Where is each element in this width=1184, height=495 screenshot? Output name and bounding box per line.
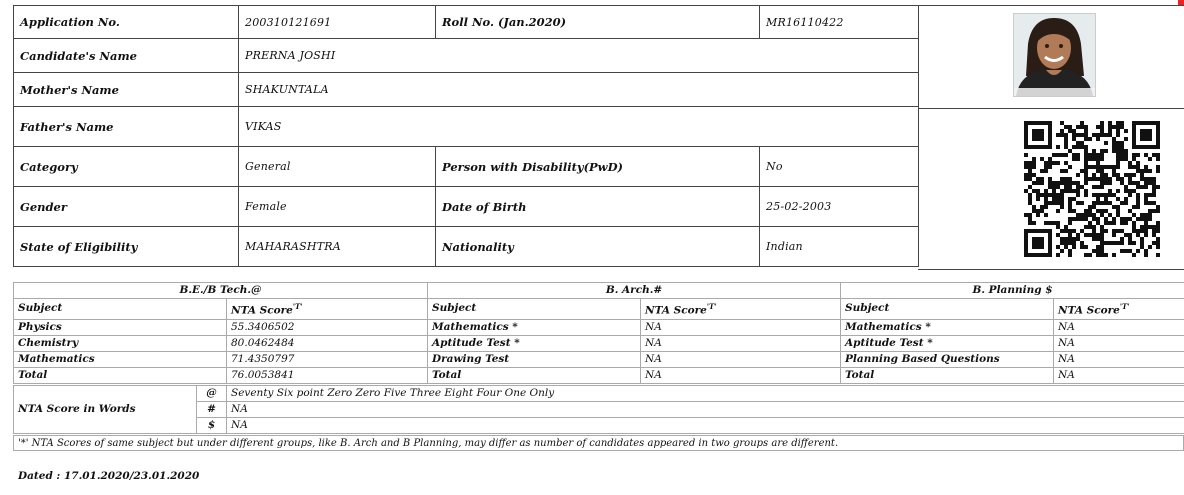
table-row-total [14,367,1184,383]
be-subject: Chemistry [14,335,227,351]
words-text: NA [227,418,1184,434]
table-row [14,335,1184,351]
plan-subject: Total [841,367,1054,383]
candidate-photo [1013,13,1096,97]
arch-score: NA [641,319,841,335]
gender-label: Gender [14,187,239,227]
words-symbol: $ [197,418,227,434]
be-subject: Total [14,367,227,383]
qr-code [1024,121,1160,257]
father-name-value: VIKAS [239,107,919,147]
candidate-photo-image [1014,14,1095,96]
group-header-arch: B. Arch.# [428,283,841,299]
arch-subject: Drawing Test [428,351,641,367]
photo-qr-panel [918,5,1184,270]
candidate-name-value: PRERNA JOSHI [239,39,919,73]
gender-value: Female [239,187,436,227]
be-score: 55.3406502 [227,319,428,335]
roll-no-value: MR16110422 [760,6,919,39]
nationality-value: Indian [760,227,919,267]
plan-score: NA [1054,351,1184,367]
col-score-be [227,299,428,320]
col-score-label: NTA Score [1058,304,1120,317]
words-text: Seventy Six point Zero Zero Five Three Eight Four One Only [227,386,1184,402]
words-symbol: # [197,402,227,418]
pwd-value: No [760,147,919,187]
plan-score: NA [1054,335,1184,351]
words-label: NTA Score in Words [14,386,197,434]
arch-score: NA [641,367,841,383]
father-name-label: Father's Name [14,107,239,147]
nationality-label: Nationality [436,227,760,267]
col-subject-planning: Subject [841,299,1054,320]
be-score: 76.0053841 [227,367,428,383]
col-subject-be: Subject [14,299,227,320]
dob-value: 25-02-2003 [760,187,919,227]
arch-score: NA [641,351,841,367]
panel-divider [918,108,1184,109]
candidate-name-label: Candidate's Name [14,39,239,73]
col-score-arch [641,299,841,320]
state-value: MAHARASHTRA [239,227,436,267]
arch-subject: Aptitude Test * [428,335,641,351]
plan-score: NA [1054,367,1184,383]
roll-no-label: Roll No. (Jan.2020) [436,6,760,39]
arch-score: NA [641,335,841,351]
words-symbol: @ [197,386,227,402]
plan-score: NA [1054,319,1184,335]
footnote: '*' NTA Scores of same subject but under different groups, like B. Arch and B Planning, may differ as number of candidates appeared in two groups are different. [13,435,1184,451]
table-row [14,351,1184,367]
words-text: NA [227,402,1184,418]
be-subject: Mathematics [14,351,227,367]
be-score: 80.0462484 [227,335,428,351]
plan-subject: Aptitude Test * [841,335,1054,351]
col-score-label: NTA Score [645,304,707,317]
dob-label: Date of Birth [436,187,760,227]
state-label: State of Eligibility [14,227,239,267]
mother-name-label: Mother's Name [14,73,239,107]
col-subject-arch: Subject [428,299,641,320]
scores-table [13,282,1184,384]
category-value: General [239,147,436,187]
category-label: Category [14,147,239,187]
score-mark: 'T' [706,302,717,311]
score-mark: 'T' [1119,302,1130,311]
application-no-label: Application No. [14,6,239,39]
plan-subject: Planning Based Questions [841,351,1054,367]
arch-subject: Mathematics * [428,319,641,335]
score-in-words [13,385,1184,434]
mother-name-value: SHAKUNTALA [239,73,919,107]
application-no-value: 200310121691 [239,6,436,39]
pwd-label: Person with Disability(PwD) [436,147,760,187]
plan-subject: Mathematics * [841,319,1054,335]
score-mark: 'T' [292,302,303,311]
col-score-label: NTA Score [231,304,293,317]
col-score-planning [1054,299,1184,320]
be-subject: Physics [14,319,227,335]
arch-subject: Total [428,367,641,383]
group-header-planning: B. Planning $ [841,283,1184,299]
group-header-be: B.E./B Tech.@ [14,283,428,299]
dated-line: Dated : 17.01.2020/23.01.2020 [18,470,200,482]
be-score: 71.4350797 [227,351,428,367]
table-row [14,319,1184,335]
